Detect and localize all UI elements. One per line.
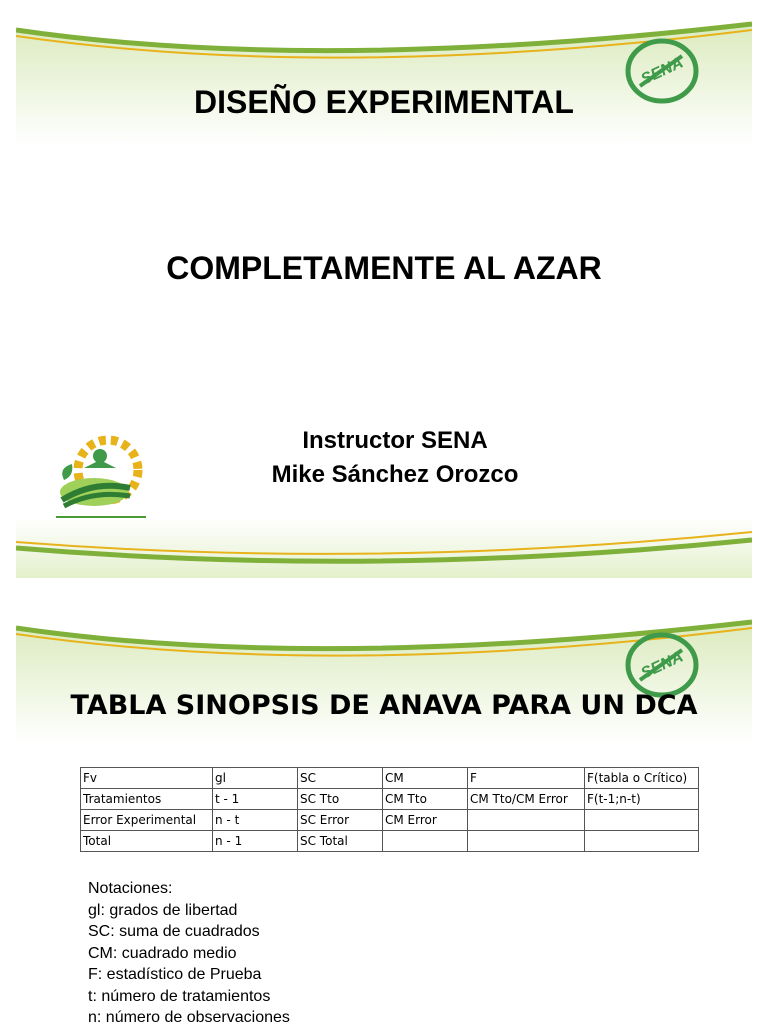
table-cell: Fv	[81, 768, 213, 789]
table-cell: F(tabla o Crítico)	[585, 768, 699, 789]
table-header-row	[81, 768, 699, 789]
notations-heading: Notaciones:	[88, 880, 173, 897]
table-cell	[383, 831, 468, 852]
table-cell	[468, 810, 585, 831]
table-cell: F	[468, 768, 585, 789]
slide-subtitle: COMPLETAMENTE AL AZAR	[166, 250, 602, 286]
table-cell	[585, 831, 699, 852]
table-cell: n - t	[213, 810, 298, 831]
list-item: CM: cuadrado medio	[88, 944, 237, 962]
table-cell: Error Experimental	[81, 810, 213, 831]
sena-logo-text: SENA	[638, 54, 686, 89]
table-cell: Tratamientos	[81, 789, 213, 810]
table-cell: t - 1	[213, 789, 298, 810]
anova-table	[80, 767, 699, 852]
table-cell: gl	[213, 768, 298, 789]
list-item: F: estadístico de Prueba	[88, 966, 262, 983]
table-row	[81, 789, 699, 810]
table-cell: Total	[81, 831, 213, 852]
bottom-decorative-band	[16, 518, 752, 578]
slide-title: TABLA SINOPSIS DE ANAVA PARA UN DCA	[70, 690, 698, 721]
table-row	[81, 810, 699, 831]
sena-logo-text: SENA	[638, 648, 686, 683]
author-role: Instructor SENA	[302, 427, 488, 454]
list-item: SC: suma de cuadrados	[88, 923, 260, 940]
list-item: gl: grados de libertad	[88, 901, 238, 919]
table-cell: CM	[383, 768, 468, 789]
table-cell: CM Tto/CM Error	[468, 789, 585, 810]
notations-list	[88, 878, 290, 1024]
table-cell: SC Total	[298, 831, 383, 852]
table-cell	[585, 810, 699, 831]
anova-slide	[0, 592, 768, 1024]
table-cell	[468, 831, 585, 852]
table-cell: SC	[298, 768, 383, 789]
table-cell: F(t-1;n-t)	[585, 789, 699, 810]
author-name: Mike Sánchez Orozco	[271, 461, 519, 488]
table-cell: CM Error	[383, 810, 468, 831]
table-cell: SC Tto	[298, 789, 383, 810]
slide-title: DISEÑO EXPERIMENTAL	[194, 84, 574, 120]
list-item: t: número de tratamientos	[88, 987, 271, 1005]
table-cell: n - 1	[213, 831, 298, 852]
table-cell: CM Tto	[383, 789, 468, 810]
table-row	[81, 831, 699, 852]
list-item: n: número de observaciones	[88, 1009, 290, 1024]
author-block	[230, 424, 560, 492]
table-cell: SC Error	[298, 810, 383, 831]
